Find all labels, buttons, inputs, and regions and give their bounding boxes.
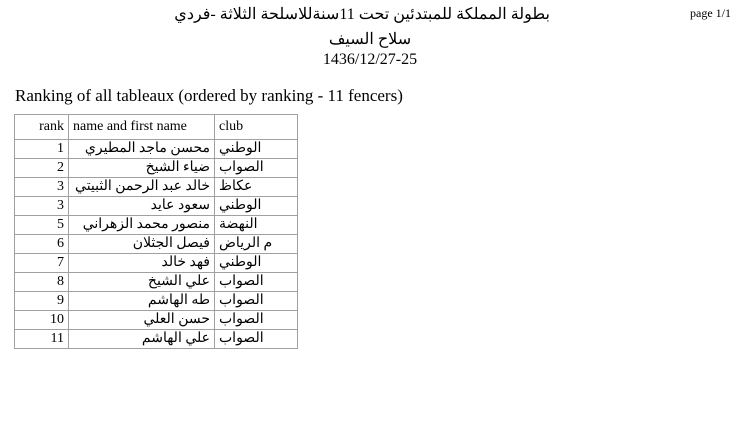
rank-cell: 3 (15, 197, 69, 216)
club-label: الصواب (219, 293, 264, 308)
weapon-title: سلاح السيف (328, 31, 412, 48)
competition-date: 1436/12/27-25 (322, 51, 418, 68)
table-header-row (15, 115, 298, 140)
rank-cell: 5 (15, 216, 69, 235)
club-cell (215, 197, 298, 216)
fencer-name-cell: خالد عبد الرحمن الثبيتي (69, 178, 215, 197)
club-label: الوطني (219, 141, 262, 156)
club-cell (215, 311, 298, 330)
rank-cell: 1 (15, 140, 69, 159)
club-cell (215, 216, 298, 235)
club-label: الصواب (219, 331, 264, 346)
table-row (15, 330, 298, 349)
club-cell (215, 292, 298, 311)
rank-cell: 11 (15, 330, 69, 349)
fencer-name-cell: فهد خالد (69, 254, 215, 273)
ranking-table-body (15, 140, 298, 349)
club-cell (215, 273, 298, 292)
fencer-name-cell: محسن ماجد المطيري (69, 140, 215, 159)
table-row (15, 273, 298, 292)
club-label: الصواب (219, 312, 264, 327)
table-row (15, 178, 298, 197)
fencer-name-cell: علي الهاشم (69, 330, 215, 349)
club-cell (215, 178, 298, 197)
table-row (15, 311, 298, 330)
page-number: page 1/1 (690, 6, 731, 20)
club-label: الوطني (219, 255, 262, 270)
club-cell (215, 254, 298, 273)
club-label: عكاظ (219, 179, 253, 194)
ranking-heading: Ranking of all tableaux (ordered by ranking - 11 fencers) (15, 86, 403, 105)
table-row (15, 216, 298, 235)
rank-cell: 2 (15, 159, 69, 178)
table-row (15, 197, 298, 216)
rank-cell: 9 (15, 292, 69, 311)
club-label: الوطني (219, 198, 262, 213)
club-cell (215, 159, 298, 178)
column-header-name: name and first name (69, 115, 215, 140)
rank-cell: 8 (15, 273, 69, 292)
club-cell (215, 140, 298, 159)
column-header-club: club (215, 115, 298, 140)
table-row (15, 254, 298, 273)
rank-cell: 3 (15, 178, 69, 197)
fencer-name-cell: علي الشيخ (69, 273, 215, 292)
ranking-table (14, 114, 298, 349)
table-row (15, 140, 298, 159)
fencer-name-cell: ضياء الشيخ (69, 159, 215, 178)
fencer-name-cell: منصور محمد الزهراني (69, 216, 215, 235)
fencer-name-cell: حسن العلي (69, 311, 215, 330)
table-row (15, 159, 298, 178)
column-header-rank: rank (15, 115, 69, 140)
club-cell (215, 330, 298, 349)
table-row (15, 292, 298, 311)
club-label: النهضة (219, 217, 258, 232)
fencer-name-cell: سعود عايد (69, 197, 215, 216)
club-label: الصواب (219, 274, 264, 289)
rank-cell: 10 (15, 311, 69, 330)
club-cell (215, 235, 298, 254)
fencer-name-cell: فيصل الجثلان (69, 235, 215, 254)
competition-title: بطولة المملكة للمبتدئين تحت 11سنةللاسلحة الثلاثة -فردي (174, 6, 550, 23)
table-row (15, 235, 298, 254)
rank-cell: 6 (15, 235, 69, 254)
fencer-name-cell: طه الهاشم (69, 292, 215, 311)
club-label: م الرياض (219, 236, 273, 251)
rank-cell: 7 (15, 254, 69, 273)
club-label: الصواب (219, 160, 264, 175)
